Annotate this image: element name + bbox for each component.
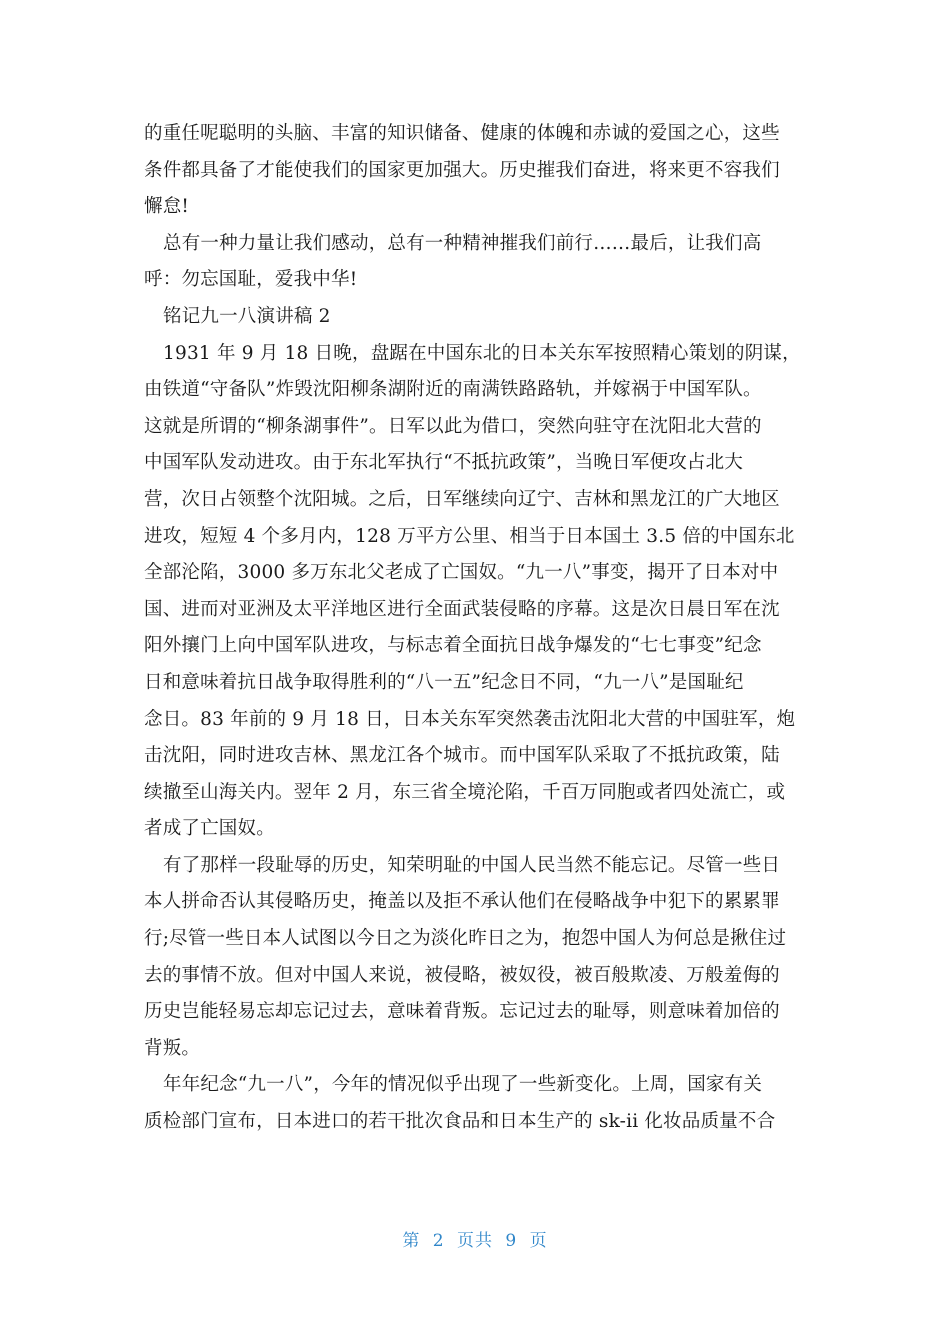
text-line: 这就是所谓的“柳条湖事件”。日军以此为借口，突然向驻守在沈阳北大营的 <box>144 415 762 437</box>
text-line: 中国军队发动进攻。由于东北军执行“不抵抗政策”，当晚日军便攻占北大 <box>144 452 744 474</box>
text-line: 1931 年 9 月 18 日晚，盘踞在中国东北的日本关东军按照精心策划的阴谋， <box>163 342 801 364</box>
page-number-footer: 第 2 页共 9 页 <box>402 1231 548 1251</box>
document-body <box>144 116 808 1141</box>
text-line: 续撤至山海关内。翌年 2 月，东三省全境沦陷，千百万同胞或者四处流亡，或 <box>144 781 786 803</box>
text-line: 条件都具备了才能使我们的国家更加强大。历史摧我们奋进，将来更不容我们 <box>144 159 780 181</box>
text-line: 本人拼命否认其侵略历史，掩盖以及拒不承认他们在侵略战争中犯下的累累罪 <box>144 891 780 913</box>
text-line: 年年纪念“九一八”，今年的情况似乎出现了一些新变化。上周，国家有关 <box>163 1074 763 1096</box>
text-line: 呼：勿忘国耻，爱我中华! <box>144 269 358 291</box>
section-heading: 铭记九一八演讲稿 2 <box>163 305 331 327</box>
text-line: 国、进而对亚洲及太平洋地区进行全面武装侵略的序幕。这是次日晨日军在沈 <box>144 598 780 620</box>
text-line: 击沈阳，同时进攻吉林、黑龙江各个城市。而中国军队采取了不抵抗政策，陆 <box>144 745 780 767</box>
text-line: 阳外攘门上向中国军队进攻，与标志着全面抗日战争爆发的“七七事变”纪念 <box>144 635 762 657</box>
text-line: 进攻，短短 4 个多月内，128 万平方公里、相当于日本国土 3.5 倍的中国东北 <box>144 525 795 547</box>
text-line: 日和意味着抗日战争取得胜利的“八一五”纪念日不同，“九一八”是国耻纪 <box>144 671 744 693</box>
text-line: 有了那样一段耻辱的历史，知荣明耻的中国人民当然不能忘记。尽管一些日 <box>163 854 781 876</box>
text-line: 历史岂能轻易忘却忘记过去，意味着背叛。忘记过去的耻辱，则意味着加倍的 <box>144 1001 780 1023</box>
text-line: 全部沦陷，3000 多万东北父老成了亡国奴。“九一八”事变，揭开了日本对中 <box>144 562 779 584</box>
text-line: 懈怠! <box>144 196 190 218</box>
text-line: 去的事情不放。但对中国人来说，被侵略，被奴役，被百般欺凌、万般羞侮的 <box>144 964 780 986</box>
text-line: 背叛。 <box>144 1037 201 1059</box>
text-line: 由铁道“守备队”炸毁沈阳柳条湖附近的南满铁路路轨，并嫁祸于中国军队。 <box>144 379 762 401</box>
text-line: 的重任呢聪明的头脑、丰富的知识储备、健康的体魄和赤诚的爱国之心，这些 <box>144 123 780 144</box>
text-line: 营，次日占领整个沈阳城。之后，日军继续向辽宁、吉林和黑龙江的广大地区 <box>144 488 780 510</box>
text-line: 行;尽管一些日本人试图以今日之为淡化昨日之为，抱怨中国人为何总是揪住过 <box>144 928 787 950</box>
text-line: 质检部门宣布，日本进口的若干批次食品和日本生产的 sk-ii 化妆品质量不合 <box>144 1111 776 1133</box>
text-line: 者成了亡国奴。 <box>144 818 275 840</box>
text-line: 念日。83 年前的 9 月 18 日，日本关东军突然袭击沈阳北大营的中国驻军，炮 <box>144 708 796 730</box>
text-line: 总有一种力量让我们感动，总有一种精神摧我们前行……最后，让我们高 <box>163 232 762 254</box>
